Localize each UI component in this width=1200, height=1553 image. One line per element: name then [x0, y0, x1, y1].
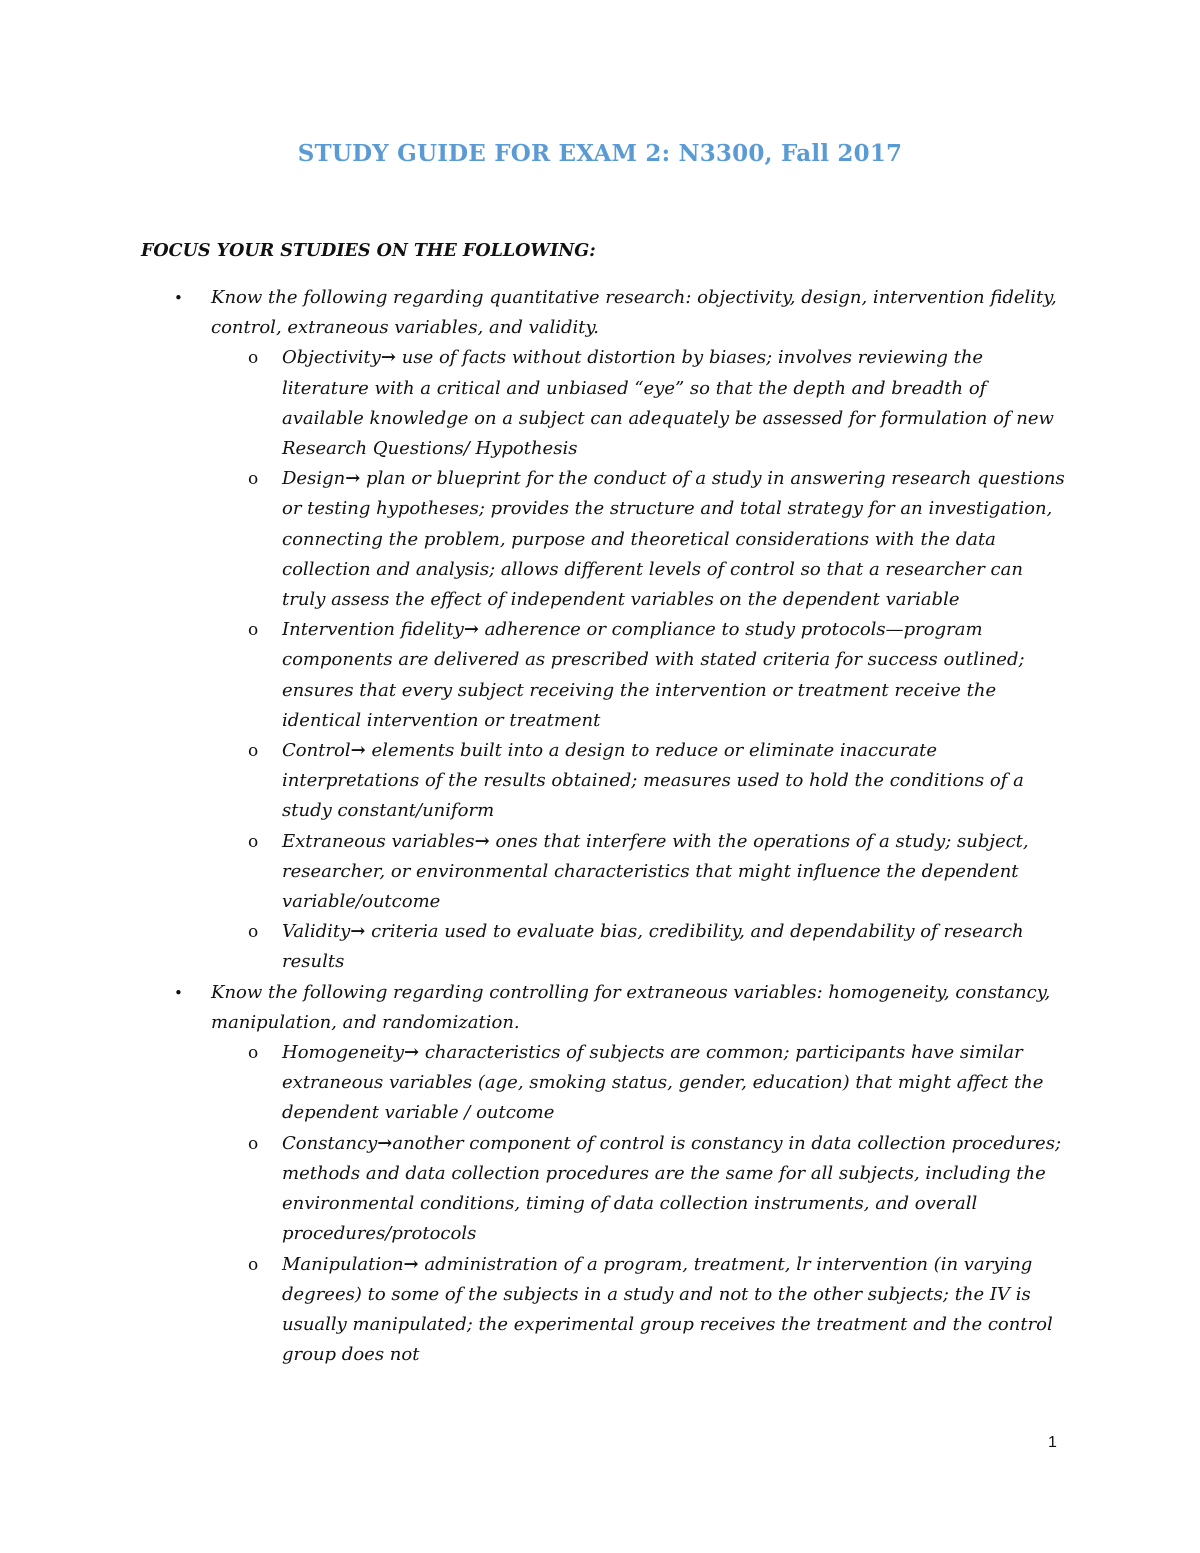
bullet-item	[141, 978, 1071, 1038]
bullet-icon: •	[174, 289, 183, 307]
definition: use of facts without distortion by biases; involves reviewing the literature with a critical and unbiased “eye” so that the depth and breadth of available knowledge on a subject can adequately be assessed for formulation of new Research Questions/ Hypothesis	[282, 347, 1054, 460]
sub-bullet-icon: o	[248, 469, 259, 490]
sub-item	[141, 827, 1071, 918]
sub-bullet-icon: o	[248, 741, 259, 762]
term: Intervention fidelity	[282, 619, 464, 641]
term: Homogeneity	[282, 1042, 405, 1064]
arrow-icon: →	[350, 921, 366, 943]
arrow-icon: →	[463, 619, 479, 641]
bullet-icon: •	[174, 983, 183, 1002]
definition: elements built into a design to reduce or eliminate inaccurate interpretations of the results obtained; measures used to hold the conditions of a study constant/uniform	[282, 740, 1024, 822]
sub-bullet-icon: o	[248, 1254, 259, 1275]
page-title: STUDY GUIDE FOR EXAM 2: N3300, Fall 2017	[297, 140, 903, 167]
sub-bullet-icon: o	[248, 620, 259, 641]
sub-item	[141, 1038, 1071, 1129]
term: Validity	[282, 921, 351, 943]
definition: characteristics of subjects are common; participants have similar extraneous variables (age, smoking status, gender, education) that might affect the dependent variable / outcome	[282, 1042, 1044, 1124]
definition: another component of control is constancy in data collection procedures; methods and data collection procedures are the same for all subjects, including the environmental conditions, timing of data collection instruments, and overall procedures/protocols	[282, 1132, 1062, 1245]
term: Design	[282, 468, 346, 490]
bullet-item	[141, 283, 1071, 343]
sub-bullet-icon: o	[248, 922, 259, 943]
arrow-icon: →	[474, 830, 490, 852]
sub-item	[141, 917, 1071, 977]
term: Constancy	[282, 1132, 378, 1154]
arrow-icon: →	[377, 1132, 393, 1154]
sub-bullet-icon: o	[248, 831, 259, 852]
sub-item	[141, 343, 1071, 464]
sub-bullet-icon: o	[248, 348, 259, 369]
sub-item	[141, 736, 1071, 827]
arrow-icon: →	[404, 1042, 420, 1064]
term: Extraneous variables	[282, 830, 475, 852]
sub-item	[141, 1250, 1071, 1371]
arrow-icon: →	[403, 1253, 419, 1275]
page-number: 1	[1048, 1434, 1057, 1451]
sub-item	[141, 1129, 1071, 1250]
definition: plan or blueprint for the conduct of a study in answering research questions or testing hypotheses; provides the structure and total strategy for an investigation, connecting the problem, purpose and theoretical considerations with the data collection and analysis; allows different levels of control so that a researcher can truly assess the effect of independent variables on the dependent variable	[282, 468, 1065, 611]
definition: ones that interfere with the operations of a study; subject, researcher, or environmental characteristics that might influence the dependent variable/outcome	[282, 830, 1029, 913]
arrow-icon: →	[380, 347, 397, 369]
focus-heading: FOCUS YOUR STUDIES ON THE FOLLOWING:	[141, 241, 596, 261]
arrow-icon: →	[350, 740, 366, 762]
term: Objectivity	[282, 347, 381, 369]
definition: adherence or compliance to study protocols—program components are delivered as prescribed with stated criteria for success outlined; ensures that every subject receiving the intervention or treatment receive the identical intervention or treatment	[282, 619, 1025, 731]
sub-item	[141, 464, 1071, 615]
arrow-icon: →	[345, 468, 361, 490]
bullet-text: Know the following regarding controlling for extraneous variables: homogeneity, constancy, manipulation, and randomization.	[211, 981, 1051, 1033]
sub-item	[141, 615, 1071, 736]
sub-bullet-icon: o	[248, 1133, 259, 1154]
sub-bullet-icon: o	[248, 1043, 259, 1064]
term: Manipulation	[282, 1253, 404, 1275]
term: Control	[282, 740, 351, 762]
study-outline	[141, 283, 1071, 1370]
definition: criteria used to evaluate bias, credibility, and dependability of research results	[282, 921, 1024, 973]
definition: administration of a program, treatment, lr intervention (in varying degrees) to some of the subjects in a study and not to the other subjects; the IV is usually manipulated; the experimental group receives the treatment and the control group does not	[282, 1253, 1053, 1366]
bullet-text: Know the following regarding quantitative research: objectivity, design, intervention fidelity, control, extraneous variables, and validity.	[211, 287, 1057, 339]
